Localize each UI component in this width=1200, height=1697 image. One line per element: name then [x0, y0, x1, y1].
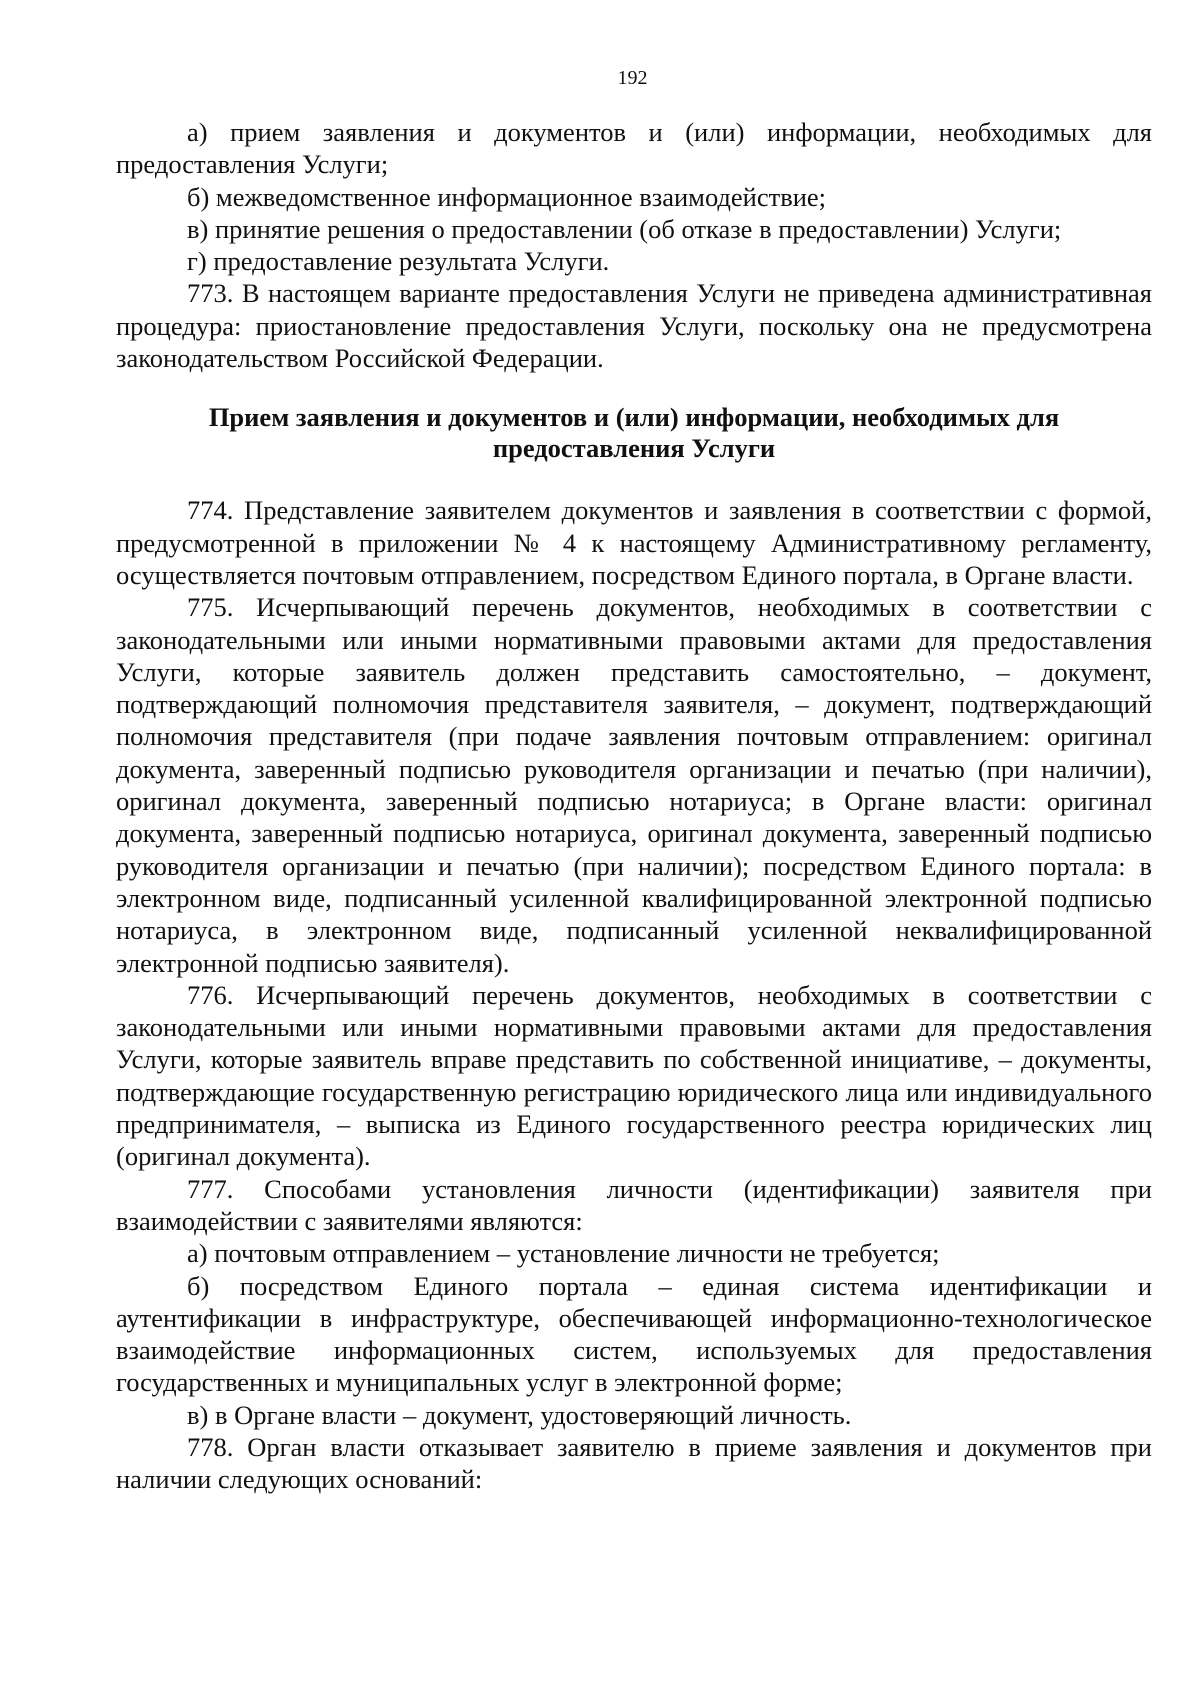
- paragraph-777-item-b: б) посредством Единого портала – единая система идентификации и аутентификации в инфраструктуре, обеспечивающей информационно-технологическое взаимодействие информационных систем, используемых для предоставления государственных и муниципальных услуг в электронной форме;: [116, 1270, 1152, 1398]
- paragraph-776: 776. Исчерпывающий перечень документов, необходимых в соответствии с законодательными или иными нормативными правовыми актами для предоставления Услуги, которые заявитель вправе представить по собственной инициативе, – документы, подтверждающие государственную регистрацию юридического лица или индивидуального предпринимателя, – выписка из Единого государственного реестра юридических лиц (оригинал документа).: [116, 979, 1152, 1172]
- page-number: 192: [617, 67, 648, 89]
- paragraph-777-item-a: а) почтовым отправлением – установление личности не требуется;: [187, 1238, 940, 1269]
- paragraph-778: 778. Орган власти отказывает заявителю в приеме заявления и документов при наличии следующих оснований:: [116, 1431, 1152, 1495]
- paragraph-773: 773. В настоящем варианте предоставления Услуги не приведена административная процедура: приостановление предоставления Услуги, поскольку она не предусмотрена законодательством Российской Федерации.: [116, 278, 1152, 374]
- list-item-v: в) принятие решения о предоставлении (об отказе в предоставлении) Услуги;: [187, 213, 1062, 244]
- paragraph-777: 777. Способами установления личности (идентификации) заявителя при взаимодействии с заявителями являются:: [116, 1173, 1152, 1236]
- document-body: [116, 116, 1152, 1496]
- list-item-a: а) прием заявления и документов и (или) информации, необходимых для предоставления Услуги;: [116, 117, 1152, 180]
- paragraph-777-item-v: в) в Органе власти – документ, удостоверяющий личность.: [187, 1399, 852, 1430]
- section-heading: Прием заявления и документов и (или) информации, необходимых для предоставления Услуги: [208, 402, 1060, 464]
- list-item-b: б) межведомственное информационное взаимодействие;: [187, 181, 827, 212]
- list-item-g: г) предоставление результата Услуги.: [187, 246, 610, 277]
- paragraph-774: 774. Представление заявителем документов и заявления в соответствии с формой, предусмотренной в приложении № 4 к настоящему Административному регламенту, осуществляется почтовым отправлением, посредством Единого портала, в Органе власти.: [116, 495, 1152, 590]
- paragraph-775: 775. Исчерпывающий перечень документов, необходимых в соответствии с законодательными или иными нормативными правовыми актами для предоставления Услуги, которые заявитель должен представить самостоятельно, – документ, подтверждающий полномочия представителя заявителя, – документ, подтверждающий полномочия представителя (при подаче заявления почтовым отправлением: оригинал документа, заверенный подписью руководителя организации и печатью (при наличии), оригинал документа, заверенный подписью нотариуса; в Органе власти: оригинал документа, заверенный подписью нотариуса, оригинал документа, заверенный подписью руководителя организации и печатью (при наличии); посредством Единого портала: в электронном виде, подписанный усиленной квалифицированной электронной подписью нотариуса, в электронном виде, подписанный усиленной неквалифицированной электронной подписью заявителя).: [116, 592, 1152, 978]
